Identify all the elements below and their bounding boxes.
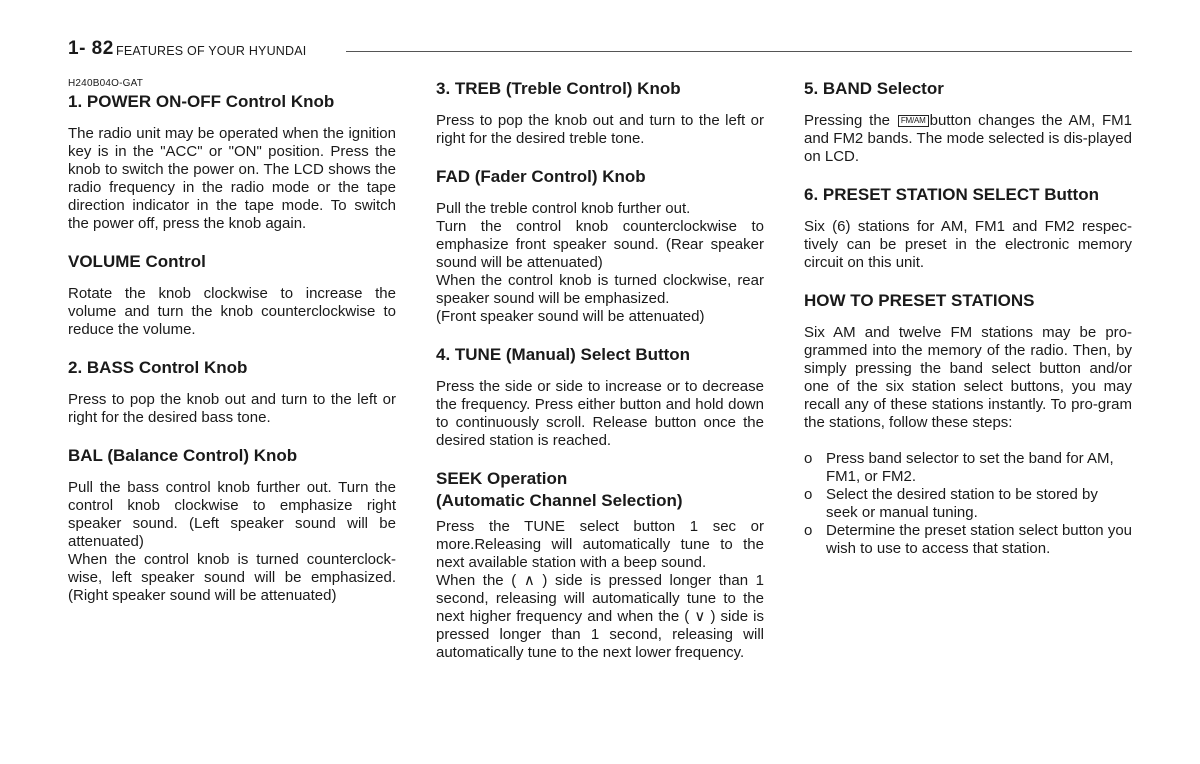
volume-control-text: Rotate the knob clockwise to increase the volume and turn the knob counterclockwise to reduce the volume. [68,285,396,338]
band-text-before: Pressing the [804,112,891,129]
bullet-icon: o [804,450,813,467]
step-text: Determine the preset station select button you wish to use to access that station. [826,522,1133,557]
fader-knob-text-1: Pull the treble control knob further out. [436,200,691,217]
section-title: FEATURES OF YOUR HYUNDAI [116,44,307,58]
band-selector-text [804,112,1132,166]
bass-knob-heading: 2. BASS Control Knob [68,358,248,377]
column-3 [804,78,1132,558]
volume-control-heading: VOLUME Control [68,252,206,271]
tune-button-heading: 4. TUNE (Manual) Select Button [436,345,691,364]
list-item [804,486,1132,522]
treble-knob-heading: 3. TREB (Treble Control) Knob [436,79,681,98]
column-1 [68,78,396,605]
seek-operation-heading [436,468,764,512]
step-text: Press band selector to set the band for AM, FM1, or FM2. [826,450,1114,485]
fader-knob-text-2: Turn the control knob counterclockwise to emphasize front speaker sound. (Rear speaker sound will be attenuated) [436,218,764,271]
fader-knob-text-4: (Front speaker sound will be attenuated) [436,308,705,325]
bass-knob-text: Press to pop the knob out and turn to the left or right for the desired bass tone. [68,391,396,426]
power-knob-heading: 1. POWER ON-OFF Control Knob [68,92,335,111]
seek-heading-line-1: SEEK Operation [436,469,568,488]
band-selector-heading: 5. BAND Selector [804,79,944,98]
seek-operation-text-1: Press the TUNE select button 1 sec or more.Releasing will automatically tune to the next available station with a beep sound. [436,518,764,571]
header-rule [346,51,1132,52]
balance-knob-text-2: When the control knob is turned counterclock-wise, left speaker sound will be emphasized. (Right speaker sound will be attenuated) [68,551,396,604]
balance-knob-heading: BAL (Balance Control) Knob [68,446,298,465]
page-number: 1- 82 [68,38,114,59]
bullet-icon: o [804,486,813,503]
seek-heading-line-2: (Automatic Channel Selection) [436,491,683,510]
how-to-preset-text: Six AM and twelve FM stations may be pro-grammed into the memory of the radio. Then, by simply pressing the band select button and/or one of the six station select buttons, you may recall any of these stations instantly. To pro-gram the stations, follow these steps: [804,324,1132,431]
document-code: H240B04O-GAT [68,78,144,89]
page-header [68,38,1132,62]
preset-button-text: Six (6) stations for AM, FM1 and FM2 respec-tively can be preset in the electronic memory circuit on this unit. [804,218,1132,271]
list-item [804,450,1132,486]
fader-knob-text-3: When the control knob is turned clockwise, rear speaker sound will be emphasized. [436,272,764,307]
bullet-icon: o [804,522,813,539]
band-text-after: button changes the AM, FM1 and FM2 bands. The mode selected is dis-played on LCD. [804,112,1133,165]
fm-am-button-icon: FM/AM [898,115,929,127]
fader-knob-heading: FAD (Fader Control) Knob [436,167,646,186]
preset-steps-list [804,450,1132,558]
balance-knob-text-1: Pull the bass control knob further out. Turn the control knob clockwise to emphasize right speaker sound. (Left speaker sound will be attenuated) [68,479,396,550]
power-knob-text: The radio unit may be operated when the ignition key is in the "ACC" or "ON" position. Press the knob to switch the power on. The LCD shows the radio frequency in the radio mode or the tape direction indicator in the tape mode. To switch the power off, press the knob again. [68,125,396,232]
how-to-preset-heading: HOW TO PRESET STATIONS [804,291,1035,310]
list-item [804,522,1132,558]
column-2 [436,78,764,662]
step-text: Select the desired station to be stored by seek or manual tuning. [826,486,1098,521]
seek-operation-text-2: When the ( ∧ ) side is pressed longer than 1 second, releasing will automatically tune to the next higher frequency and when the ( ∨ ) side is pressed longer than 1 second, releasing will automatically tune to the next lower frequency. [436,572,764,661]
preset-button-heading: 6. PRESET STATION SELECT Button [804,185,1099,204]
tune-button-text: Press the side or side to increase or to decrease the frequency. Press either button and hold down to continuously scroll. Release button once the desired station is reached. [436,378,764,449]
treble-knob-text: Press to pop the knob out and turn to the left or right for the desired treble tone. [436,112,764,147]
